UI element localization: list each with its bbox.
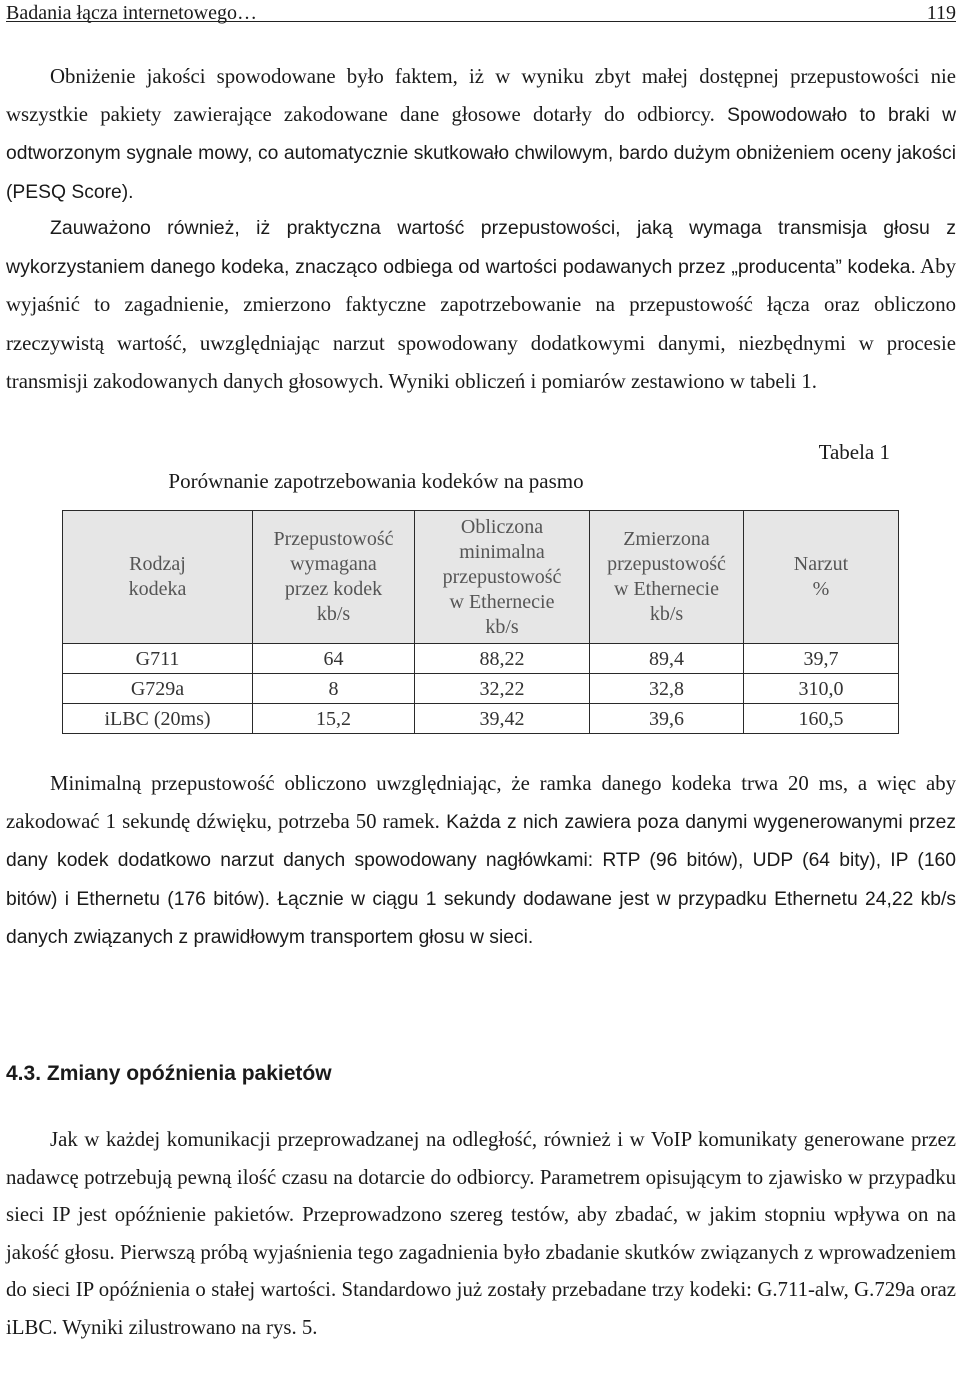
running-header-title: Badania łącza internetowego… [6, 2, 257, 24]
paragraph-2-part-2: Aby wyjaśnić to zagadnienie, zmierzono faktyczne zapotrzebowanie na przepustowość łącza oraz obliczono rzeczywistą wartość, uwzględniając narzut spowodowany dodatkowymi danymi, niezbędnymi w procesie transmisji zakodowanych danych głosowych. Wyniki obliczeń i pomiarów zestawiono w tabeli 1. [6, 254, 956, 393]
table-cell: 39,6 [590, 704, 744, 734]
table-cell: 39,7 [744, 644, 899, 674]
table-cell: G729a [63, 674, 253, 704]
paragraph-3-part-2: Każda z nich zawiera poza danymi wygenerowanymi przez dany kodek dodatkowo narzut danych spowodowany nagłówkami: RTP (96 bitów), UDP (64 bity), IP (160 bitów) i Ethernetu (176 bitów). Łącznie w ciągu 1 sekundy dodawane jest w przypadku Ethernetu 24,22 kb/s danych związanych z prawidłowym transportem głosu w sieci. [6, 811, 956, 948]
paragraph-1 [6, 58, 956, 211]
section-number: 4.3. [6, 1062, 42, 1085]
running-header [6, 0, 956, 26]
table-cell: 160,5 [744, 704, 899, 734]
table-cell: 8 [253, 674, 415, 704]
section-heading [6, 1062, 332, 1086]
table-label: Tabela 1 [818, 440, 890, 464]
table-cell: 32,22 [415, 674, 590, 704]
codec-bandwidth-table [62, 510, 899, 734]
table-cell: 89,4 [590, 644, 744, 674]
table-cell: 88,22 [415, 644, 590, 674]
header-cell-overhead: Narzut % [744, 511, 899, 644]
table-cell: 32,8 [590, 674, 744, 704]
header-cell-measured-bandwidth: Zmierzona przepustowość w Ethernecie kb/s [590, 511, 744, 644]
table-cell: G711 [63, 644, 253, 674]
paragraph-3 [6, 765, 956, 957]
table-row [63, 704, 899, 734]
table-header-row [63, 511, 899, 644]
page-number: 119 [926, 2, 956, 24]
paragraph-2 [6, 210, 956, 402]
paragraph-4: Jak w każdej komunikacji przeprowadzanej na odległość, również i w VoIP komunikaty generowane przez nadawcę potrzebują pewną ilość czasu na dotarcie do odbiorcy. Parametrem opisującym to zjawisko w przypadku sieci IP jest opóźnienie pakietów. Przeprowadzono szereg testów, aby zbadać, w jakim stopniu wpływa on na jakość głosu. Pierwszą próbą wyjaśnienia tego zagadnienia było zbadanie skutków związanych z wprowadzeniem do sieci IP opóźnienia o stałej wartości. Standardowo już zostały przebadane trzy kodeki: G.711-alw, G.729a oraz iLBC. Wyniki zilustrowano na rys. 5. [6, 1128, 956, 1339]
table-cell: iLBC (20ms) [63, 704, 253, 734]
paragraph-3-part-1: Minimalną przepustowość obliczono uwzględniając, że ramka danego kodeka trwa 20 ms, a więc aby zakodować 1 sekundę dźwięku, potrzeba 50 ramek. [6, 772, 956, 833]
table-row [63, 644, 899, 674]
paragraph-1-part-2: Spowodowało to braki w odtworzonym sygnale mowy, co automatycznie skutkowało chwilowym, bardo dużym obniżeniem oceny jakości (PESQ Score). [6, 104, 957, 203]
header-rule [6, 21, 956, 22]
table-cell: 15,2 [253, 704, 415, 734]
paragraph-2-part-1: Zauważono również, iż praktyczna wartość przepustowości, jaką wymaga transmisja głosu z wykorzystaniem danego kodeka, znacząco odbiega od wartości podawanych przez „producenta” kodeka. [6, 217, 956, 278]
table-cell: 39,42 [415, 704, 590, 734]
table-caption [6, 469, 956, 494]
header-cell-required-bandwidth: Przepustowość wymagana przez kodek kb/s [253, 511, 415, 644]
table-cell: 64 [253, 644, 415, 674]
table-caption-text: Porównanie zapotrzebowania kodeków na pasmo [168, 469, 584, 493]
table-cell: 310,0 [744, 674, 899, 704]
table-row [63, 674, 899, 704]
section-title: Zmiany opóźnienia pakietów [46, 1062, 332, 1085]
paragraph-1-part-1: Obniżenie jakości spowodowane było faktem, iż w wyniku zbyt małej dostępnej przepustowości nie wszystkie pakiety zawierające zakodowane dane głosowe dotarły do odbiorcy. [6, 65, 956, 126]
header-cell-calculated-bandwidth: Obliczona minimalna przepustowość w Ethernecie kb/s [415, 511, 590, 644]
header-cell-codec-type: Rodzaj kodeka [63, 511, 253, 644]
